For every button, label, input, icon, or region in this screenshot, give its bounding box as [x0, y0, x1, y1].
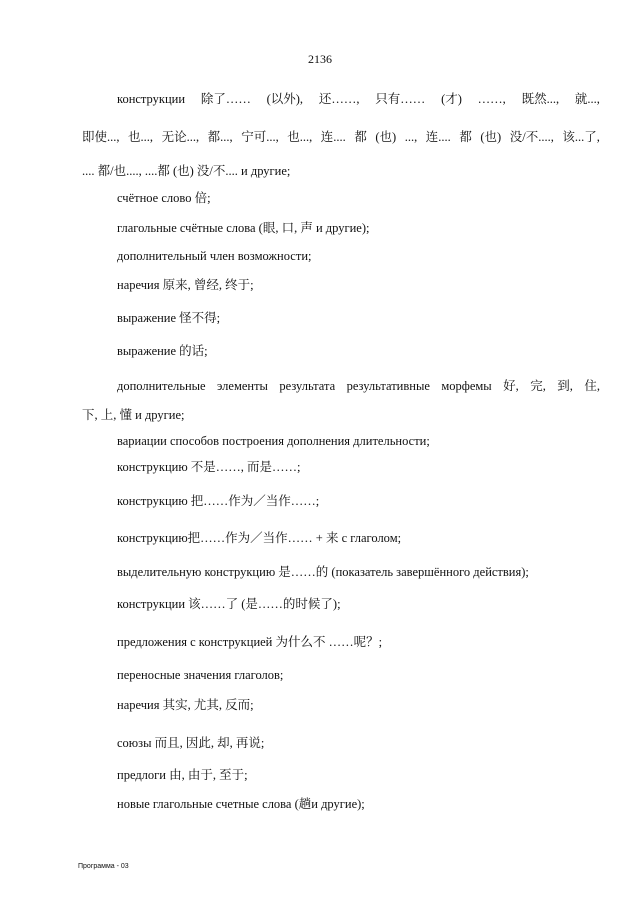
list-item: союзы 而且, 因此, 却, 再说;: [117, 736, 265, 750]
word: 都...,: [207, 130, 233, 144]
word: 宁可...,: [241, 130, 279, 144]
word: ...,: [404, 130, 418, 144]
word: ……,: [477, 92, 506, 106]
word: (才): [441, 92, 462, 106]
word: 除了……: [200, 92, 251, 106]
word: элементы: [217, 379, 268, 393]
word: 连....: [320, 130, 346, 144]
list-item: выражение 的话;: [117, 344, 208, 358]
word: 也...,: [128, 130, 154, 144]
list-item: новые глагольные счетные слова (趟и другие);: [117, 797, 365, 811]
word: 就...,: [574, 92, 600, 106]
word: морфемы: [441, 379, 492, 393]
list-item: наречия 其实, 尤其, 反而;: [117, 698, 254, 712]
list-item: конструкцию 把……作为／当作……;: [117, 494, 320, 508]
list-item: выражение 怪不得;: [117, 311, 221, 325]
word: 都: [459, 130, 472, 144]
list-item: вариации способов построения дополнения длительности;: [117, 434, 430, 448]
page-number: 2136: [308, 52, 332, 66]
word: 没/不....,: [509, 130, 554, 144]
word: 即使...,: [82, 130, 120, 144]
word: 都: [354, 130, 367, 144]
word: 完,: [530, 379, 546, 393]
list-item: конструкцию把……作为／当作…… + 来 с глаголом;: [117, 531, 402, 545]
paragraph-first-line-1: [117, 91, 600, 107]
list-item: наречия 原来, 曾经, 终于;: [117, 278, 254, 292]
word: 也...,: [287, 130, 313, 144]
word: 到,: [557, 379, 573, 393]
list-item: переносные значения глаголов;: [117, 668, 284, 682]
word: (也): [480, 130, 502, 144]
list-item: предлоги 由, 由于, 至于;: [117, 768, 248, 782]
word: 无论...,: [161, 130, 200, 144]
word: 连....: [425, 130, 451, 144]
list-item: счётное слово 倍;: [117, 191, 211, 205]
word: дополнительные: [117, 379, 206, 393]
list-item: предложения с конструкцией 为什么不 ……呢？;: [117, 635, 383, 649]
list-item: дополнительный член возможности;: [117, 249, 312, 263]
list-item: глагольные счётные слова (眼, 口, 声 и другие);: [117, 221, 370, 235]
word: 还……,: [318, 92, 360, 106]
footer-program-label: Программа - 03: [78, 863, 129, 870]
word: 只有……: [375, 92, 426, 106]
list-item: выделительную конструкцию 是……的 (показатель завершённого действия);: [117, 565, 529, 579]
word: (也): [375, 130, 397, 144]
paragraph-first-line-3: .... 都/也...., ....都 (也) 没/不.... и другие;: [82, 164, 291, 178]
word: результата: [279, 379, 336, 393]
word: (以外),: [266, 92, 304, 106]
list-item: конструкции 该……了 (是……的时候了);: [117, 597, 341, 611]
word: конструкции: [117, 92, 186, 106]
paragraph-result-line-1: [117, 378, 600, 394]
paragraph-first-line-2: [82, 129, 600, 145]
word: результативные: [346, 379, 430, 393]
word: 好,: [503, 379, 519, 393]
word: 该...了,: [562, 130, 600, 144]
word: 住,: [584, 379, 600, 393]
paragraph-result-line-2: 下, 上, 懂 и другие;: [82, 408, 185, 422]
list-item: конструкцию 不是……, 而是……;: [117, 460, 301, 474]
word: 既然...,: [521, 92, 560, 106]
